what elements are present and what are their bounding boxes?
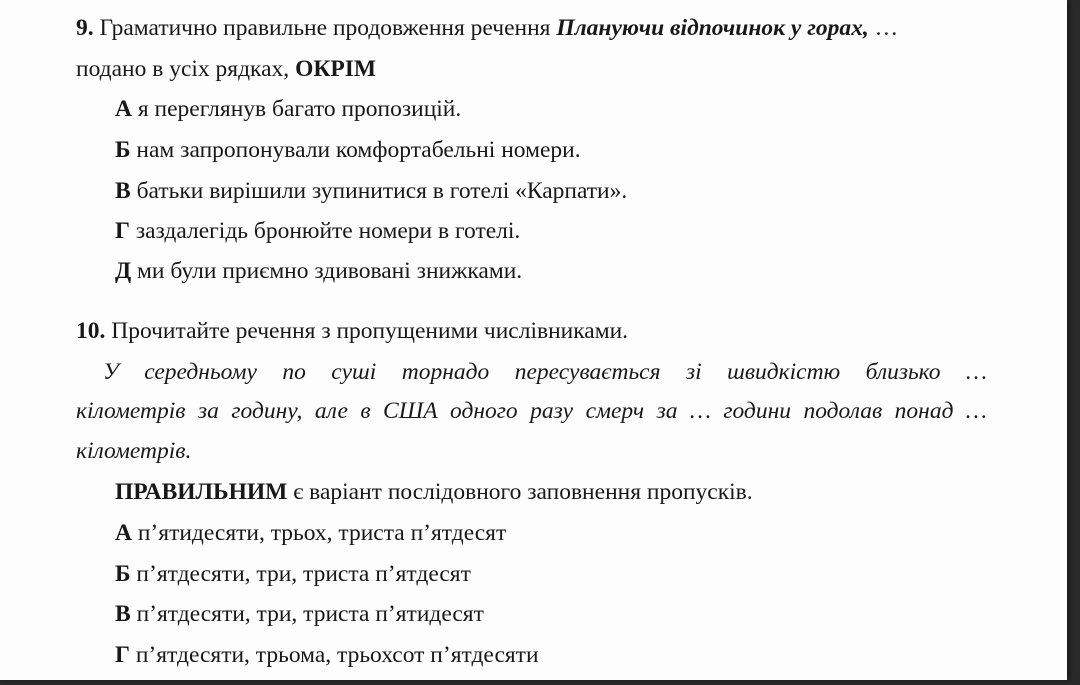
- q10-option-text: п’ятидесяти, трьох, триста п’ятдесят: [137, 520, 507, 546]
- q10-option-text: п’ятдесяти, три, триста п’ятидесят: [136, 601, 484, 627]
- q9-option-text: заздалегідь бронюйте номери в готелі.: [135, 218, 521, 244]
- passage-word: середньому: [144, 359, 257, 385]
- q9-option-letter: В: [115, 178, 131, 204]
- q9-phrase: Плануючи відпочинок у горах,: [556, 15, 869, 41]
- q9-option-letter: Д: [115, 258, 132, 284]
- passage-word: пересувається: [514, 359, 661, 385]
- passage-word: зі: [685, 359, 702, 385]
- q9-prompt-start: Граматично правильне продовження речення: [99, 15, 551, 41]
- passage-word: США: [383, 398, 438, 424]
- q10-instruction: [115, 481, 753, 505]
- q10-option-letter: А: [115, 520, 132, 546]
- q10-option-letter: В: [115, 601, 131, 627]
- q10-passage-line3: [76, 440, 191, 464]
- q9-number: 9.: [76, 15, 94, 41]
- q10-instruction-bold: ПРАВИЛЬНИМ: [115, 479, 288, 505]
- q10-passage-line1: [103, 361, 987, 385]
- q9-option-d: [115, 260, 522, 284]
- passage-word: …: [689, 398, 711, 424]
- q10-option-letter: Б: [115, 561, 131, 587]
- q9-option-v: [115, 180, 627, 204]
- q10-option-b: [115, 563, 471, 587]
- q9-option-letter: Г: [115, 218, 130, 244]
- passage-word: …: [965, 359, 987, 385]
- passage-word: суші: [331, 359, 377, 385]
- q10-option-text: п’ятдесяти, трьома, трьохсот п’ятдесяти: [135, 642, 539, 668]
- passage-word: одного: [450, 398, 518, 424]
- q10-prompt: [76, 320, 628, 344]
- passage-word: за: [197, 398, 219, 424]
- q10-option-a: [115, 522, 506, 546]
- q9-option-a: [115, 98, 461, 122]
- q9-option-text: ми були приємно здивовані знижками.: [137, 258, 523, 284]
- passage-word: У: [103, 359, 119, 385]
- passage-word: смерч: [585, 398, 645, 424]
- q10-prompt-text: Прочитайте речення з пропущеними числівниками.: [111, 318, 629, 344]
- q10-option-letter: Г: [115, 642, 130, 668]
- passage-word: за: [656, 398, 678, 424]
- passage-word: понад: [894, 398, 954, 424]
- q10-instruction-rest: є варіант послідовного заповнення пропусків.: [293, 479, 753, 505]
- passage-word: швидкістю: [727, 359, 841, 385]
- passage-word: години: [723, 398, 791, 424]
- q9-prompt-line2: [76, 58, 376, 82]
- passage-word: торнадо: [401, 359, 490, 385]
- passage-word: подолав: [803, 398, 883, 424]
- q10-option-h: [115, 644, 539, 668]
- q9-except-word: ОКРІМ: [295, 56, 377, 82]
- q10-option-v: [115, 603, 484, 627]
- passage-word: …: [965, 398, 987, 424]
- q9-option-text: батьки вирішили зупинитися в готелі «Карпати».: [136, 178, 628, 204]
- passage-word: кілометрів.: [76, 438, 192, 464]
- q9-option-b: [115, 139, 581, 163]
- q9-prompt-line2-text: подано в усіх рядках,: [76, 56, 290, 82]
- q10-number: 10.: [76, 318, 106, 344]
- q10-option-text: п’ятдесяти, три, триста п’ятдесят: [136, 561, 471, 587]
- passage-word: в: [360, 398, 371, 424]
- passage-word: близько: [865, 359, 941, 385]
- q9-ellipsis: …: [874, 15, 899, 41]
- q9-option-text: нам запропонували комфортабельні номери.: [136, 137, 581, 163]
- q9-option-text: я переглянув багато пропозицій.: [137, 96, 462, 122]
- passage-word: але: [314, 398, 348, 424]
- passage-word: кілометрів: [76, 398, 186, 424]
- q9-prompt-line1: [76, 17, 898, 41]
- passage-word: по: [282, 359, 306, 385]
- q9-option-h: [115, 220, 520, 244]
- q9-option-letter: Б: [115, 137, 131, 163]
- passage-word: годину,: [231, 398, 303, 424]
- q10-passage-line2: [76, 400, 987, 424]
- passage-word: разу: [530, 398, 574, 424]
- q9-option-letter: А: [115, 96, 132, 122]
